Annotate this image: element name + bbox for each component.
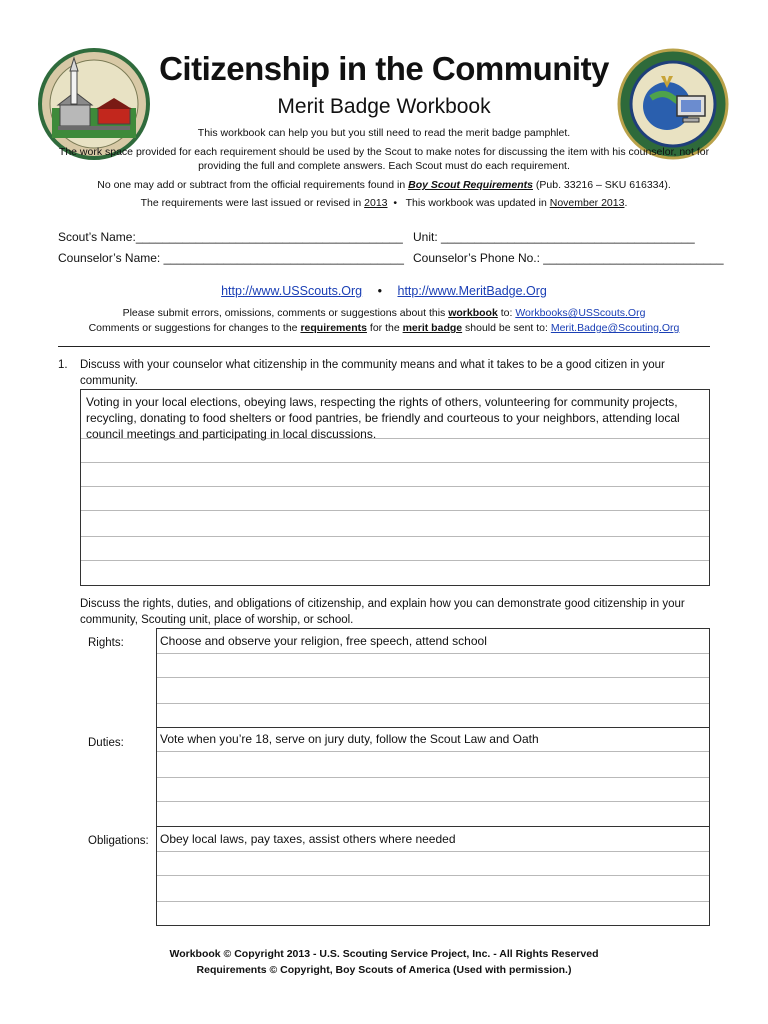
requirements-book-title: Boy Scout Requirements — [408, 179, 533, 191]
intro-line-4-mid: • This workbook was updated in — [387, 197, 550, 209]
requirements-bold: requirements — [300, 322, 367, 334]
scout-name-field[interactable]: Scout’s Name:________________________________________ — [58, 230, 403, 244]
counselor-phone-field[interactable]: Counselor’s Phone No.: ___________________________ — [413, 251, 724, 265]
intro-line-3-prefix: No one may add or subtract from the official requirements found in — [97, 179, 409, 191]
updated-date: November 2013 — [549, 197, 625, 209]
rights-duties-obligations-box[interactable] — [156, 628, 710, 926]
intro-line-2b: providing the full and complete answers. Each Scout must do each requirement. — [198, 160, 570, 172]
submit-line-1-mid: to: — [497, 307, 516, 319]
req1-answer-a: Voting in your local elections, obeying laws, respecting the rights of others, volunteering for community projects, — [86, 395, 678, 409]
meritbadge-link[interactable]: http://www.MeritBadge.Org — [397, 284, 547, 298]
workbook-bold: workbook — [448, 307, 498, 319]
submit-line-1 — [40, 306, 728, 320]
merit-badge-email-link[interactable]: Merit.Badge@Scouting.Org — [550, 322, 680, 334]
submit-line-2-prefix: Comments or suggestions for changes to the — [88, 322, 301, 334]
page-subtitle: Merit Badge Workbook — [277, 95, 491, 118]
req1-answer-box[interactable] — [80, 389, 710, 586]
req1b-text-a: Discuss the rights, duties, and obligations of citizenship, and explain how you can demonstrate good citizenship in your — [80, 598, 685, 610]
obligations-label: Obligations: — [88, 835, 149, 847]
counselor-name-field[interactable]: Counselor’s Name: ____________________________________ — [58, 251, 404, 265]
usscouts-link[interactable]: http://www.USScouts.Org — [221, 284, 363, 298]
rights-label: Rights: — [88, 637, 124, 649]
req1-answer-b: recycling, donating to food shelters or food pantries, be friendly and courteous to your neighbors, attending local — [86, 411, 680, 425]
section-divider — [58, 346, 710, 347]
req1-number: 1. — [58, 359, 68, 371]
page-title: Citizenship in the Community — [159, 50, 609, 87]
submit-line-2-mid2: should be sent to: — [462, 322, 551, 334]
req1b-text-b: community, Scouting unit, place of worship, or school. — [80, 614, 354, 626]
req1-text-a: Discuss with your counselor what citizenship in the community means and what it takes to be a good citizen in your — [80, 359, 665, 371]
submit-line-2 — [40, 321, 728, 335]
duties-label: Duties: — [88, 737, 124, 749]
submit-line-2-mid: for the — [366, 322, 403, 334]
intro-line-2a: The work space provided for each requirement should be used by the Scout to make notes for discussing the item with his counselor, not for — [58, 146, 710, 158]
links-bullet: • — [377, 284, 383, 298]
merit-badge-bold: merit badge — [402, 322, 463, 334]
obligations-answer: Obey local laws, pay taxes, assist others where needed — [160, 832, 456, 846]
workbooks-email-link[interactable]: Workbooks@USScouts.Org — [515, 307, 646, 319]
intro-line-3 — [40, 178, 728, 192]
links-row — [0, 284, 768, 298]
unit-field[interactable]: Unit: ______________________________________ — [413, 230, 695, 244]
intro-line-3-suffix: (Pub. 33216 – SKU 616334). — [532, 179, 671, 191]
submit-line-1-prefix: Please submit errors, omissions, comments or suggestions about this — [122, 307, 449, 319]
req1-text-b: community. — [80, 375, 138, 387]
req1-answer-c: council meetings and participating in local discussions. — [86, 427, 377, 441]
intro-line-1: This workbook can help you but you still need to read the merit badge pamphlet. — [197, 127, 571, 139]
intro-line-4-end: . — [624, 197, 628, 209]
rights-answer: Choose and observe your religion, free speech, attend school — [160, 634, 487, 648]
intro-line-4-prefix: The requirements were last issued or revised in — [140, 197, 365, 209]
footer-line-2: Requirements © Copyright, Boy Scouts of America (Used with permission.) — [196, 964, 572, 976]
intro-line-4 — [40, 196, 728, 210]
duties-answer: Vote when you’re 18, serve on jury duty, follow the Scout Law and Oath — [160, 732, 539, 746]
revised-year: 2013 — [364, 197, 388, 209]
footer-line-1: Workbook © Copyright 2013 - U.S. Scouting Service Project, Inc. - All Rights Reserved — [169, 948, 599, 960]
